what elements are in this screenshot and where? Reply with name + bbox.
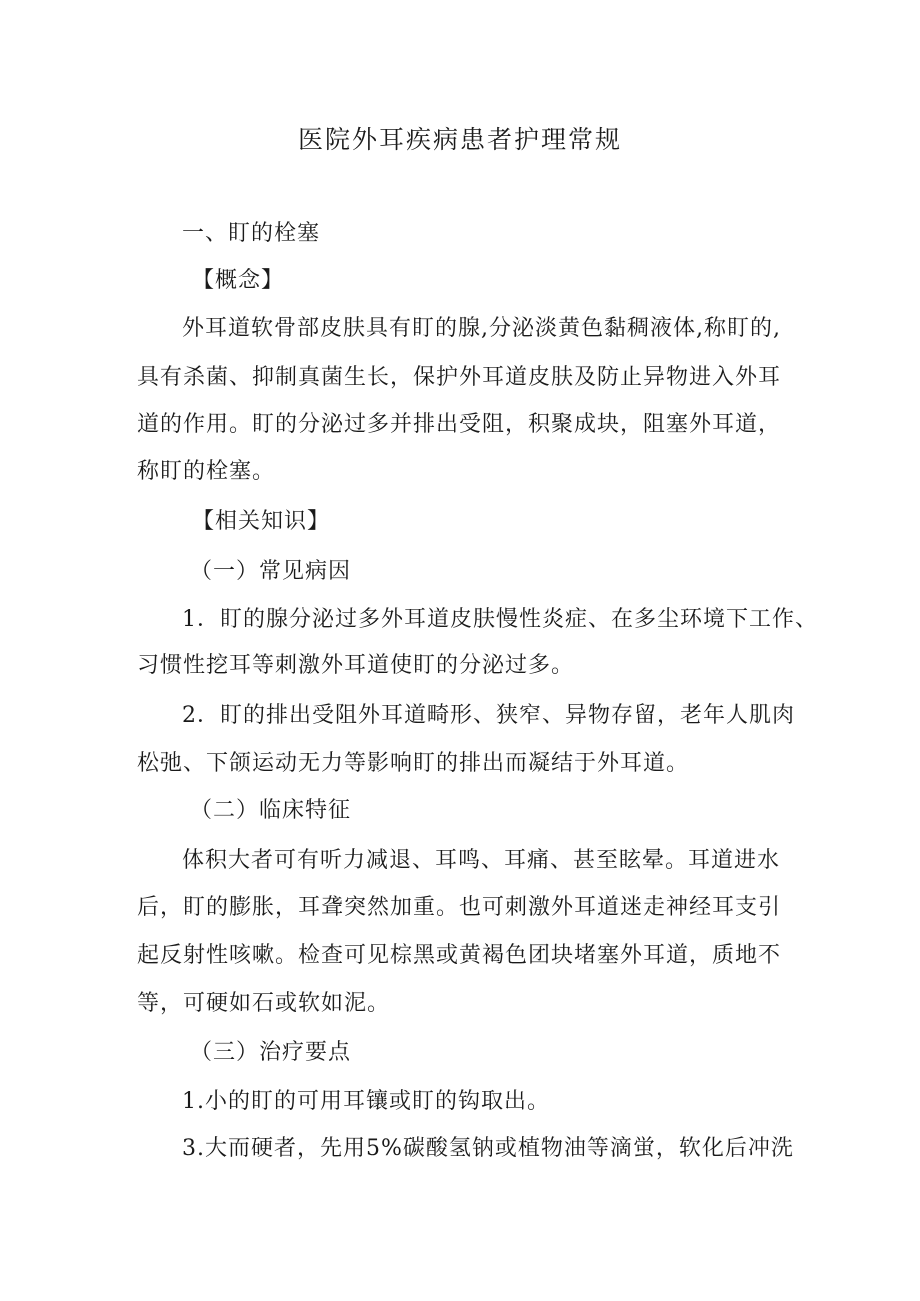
treatment-item-3: 3.大而硬者，先用5%碳酸氢钠或植物油等滴蛍，软化后冲洗 bbox=[182, 1136, 794, 1161]
treatment-item-1: 1.小的盯的可用耳镶或盯的钩取出。 bbox=[182, 1089, 550, 1114]
clinical-line-2: 后，盯的膨胀，耳聋突然加重。也可刺激外耳道迷走神经耳支引 bbox=[137, 895, 782, 920]
clinical-line-4: 等，可硬如石或软如泥。 bbox=[137, 991, 391, 1016]
clinical-line-1: 体积大者可有听力减退、耳鸣、耳痛、甚至眩晕。耳道进水 bbox=[182, 848, 781, 873]
concept-line-2: 具有杀菌、抑制真菌生长，保护外耳道皮肤及防止异物进入外耳 bbox=[137, 365, 782, 390]
knowledge-label: 【相关知识】 bbox=[192, 509, 331, 534]
subsection-heading-clinical: （二）临床特征 bbox=[190, 798, 352, 823]
cause-1-line-1: 1．盯的腺分泌过多外耳道皮肤慢性炎症、在多尘环境下工作、 bbox=[182, 607, 818, 632]
subsection-heading-treatment: （三）治疗要点 bbox=[190, 1040, 352, 1065]
cause-2-line-1: 2．盯的排出受阻外耳道畸形、狭窄、异物存留，老年人肌肉 bbox=[182, 703, 795, 728]
concept-line-4: 称盯的栓塞。 bbox=[137, 459, 276, 484]
concept-line-3: 道的作用。盯的分泌过多并排出受阻，积聚成块，阻塞外耳道， bbox=[137, 412, 782, 437]
document-title: 医院外耳疾病患者护理常规 bbox=[297, 125, 622, 154]
subsection-heading-causes: （一）常见病因 bbox=[190, 559, 352, 584]
section-heading: 一、盯的栓塞 bbox=[182, 221, 321, 246]
clinical-line-3: 起反射性咳嗽。检查可见棕黑或黄褐色团块堵塞外耳道，质地不 bbox=[137, 943, 782, 968]
cause-1-line-2: 习惯性挖耳等刺激外耳道使盯的分泌过多。 bbox=[137, 653, 575, 678]
concept-line-1: 外耳道软骨部皮肤具有盯的腺,分泌淡黄色黏稠液体,称盯的, bbox=[182, 316, 781, 341]
cause-2-line-2: 松弛、下颌运动无力等影响盯的排出而凝结于外耳道。 bbox=[137, 751, 690, 776]
concept-label: 【概念】 bbox=[192, 268, 285, 293]
